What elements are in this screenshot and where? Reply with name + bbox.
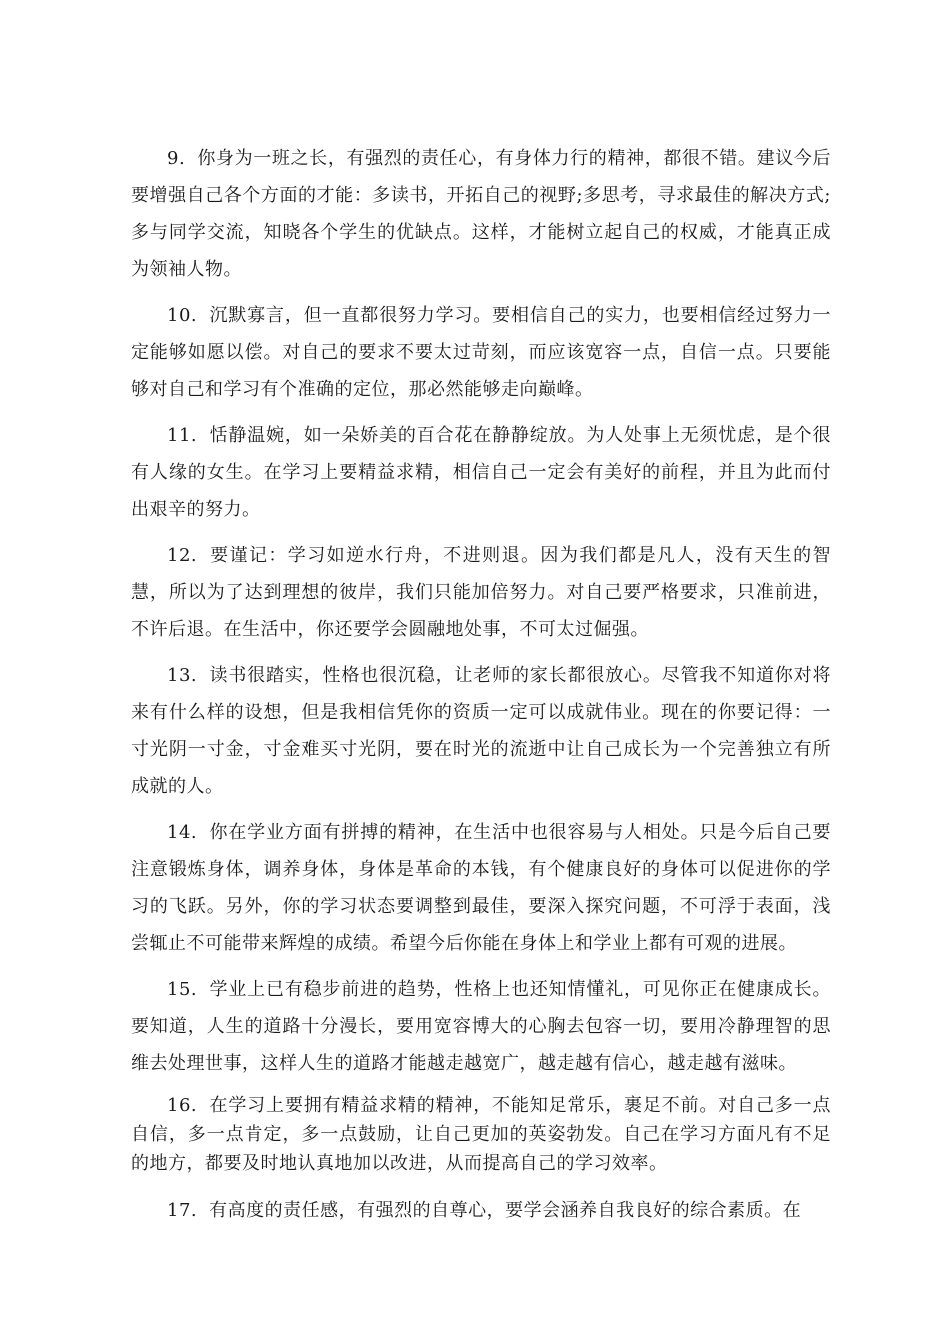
paragraph-number: 10.	[167, 305, 198, 326]
paragraph-text: 沉默寡言，但一直都很努力学习。要相信自己的实力，也要相信经过努力一定能够如愿以偿。对自己的要求不要太过苛刻，而应该宽容一点，自信一点。只要能够对自己和学习有个准确的定位，那必然能够走向巅峰。	[131, 305, 831, 400]
paragraph-number: 16.	[167, 1095, 198, 1116]
paragraph-text: 在学习上要拥有精益求精的精神，不能知足常乐，裹足不前。对自己多一点自信，多一点肯定，多一点鼓励，让自己更加的英姿勃发。自己在学习方面凡有不足的地方，都要及时地认真地加以改进，从而提高自己的学习效率。	[131, 1095, 831, 1174]
document-body	[131, 140, 831, 1238]
paragraph-number: 14.	[167, 822, 198, 843]
paragraph-text: 你在学业方面有拼搏的精神，在生活中也很容易与人相处。只是今后自己要注意锻炼身体，调养身体，身体是革命的本钱，有个健康良好的身体可以促进你的学习的飞跃。另外，你的学习状态要调整到最佳，要深入探究问题，不可浮于表面，浅尝辄止不可能带来辉煌的成绩。希望今后你能在身体上和学业上都有可观的进展。	[131, 822, 831, 954]
paragraph-number: 12.	[167, 545, 198, 566]
paragraph-number: 11.	[167, 425, 198, 446]
paragraph-text: 恬静温婉，如一朵娇美的百合花在静静绽放。为人处事上无须忧虑，是个很有人缘的女生。在学习上要精益求精，相信自己一定会有美好的前程，并且为此而付出艰辛的努力。	[131, 425, 831, 520]
paragraph-13	[131, 657, 831, 805]
paragraph-12	[131, 537, 831, 648]
paragraph-number: 17.	[167, 1200, 198, 1221]
paragraph-16	[131, 1091, 831, 1178]
paragraph-9	[131, 140, 831, 288]
paragraph-17	[131, 1192, 831, 1229]
paragraph-11	[131, 417, 831, 528]
paragraph-text: 读书很踏实，性格也很沉稳，让老师的家长都很放心。尽管我不知道你对将来有什么样的设想，但是我相信凭你的资质一定可以成就伟业。现在的你要记得：一寸光阴一寸金，寸金难买寸光阴，要在时光的流逝中让自己成长为一个完善独立有所成就的人。	[131, 665, 831, 797]
paragraph-text: 学业上已有稳步前进的趋势，性格上也还知情懂礼，可见你正在健康成长。要知道，人生的道路十分漫长，要用宽容博大的心胸去包容一切，要用冷静理智的思维去处理世事，这样人生的道路才能越走越宽广，越走越有信心，越走越有滋味。	[131, 979, 831, 1074]
paragraph-10	[131, 297, 831, 408]
paragraph-text: 要谨记：学习如逆水行舟，不进则退。因为我们都是凡人，没有天生的智慧，所以为了达到理想的彼岸，我们只能加倍努力。对自己要严格要求，只准前进，不许后退。在生活中，你还要学会圆融地处事，不可太过倔强。	[131, 545, 831, 640]
paragraph-number: 13.	[167, 665, 198, 686]
paragraph-14	[131, 814, 831, 962]
paragraph-number: 9.	[167, 148, 186, 169]
paragraph-number: 15.	[167, 979, 198, 1000]
paragraph-15	[131, 971, 831, 1082]
paragraph-text: 你身为一班之长，有强烈的责任心，有身体力行的精神，都很不错。建议今后要增强自己各个方面的才能：多读书，开拓自己的视野;多思考，寻求最佳的解决方式;多与同学交流，知晓各个学生的优缺点。这样，才能树立起自己的权威，才能真正成为领袖人物。	[131, 148, 831, 280]
paragraph-text: 有高度的责任感，有强烈的自尊心，要学会涵养自我良好的综合素质。在	[209, 1200, 802, 1221]
